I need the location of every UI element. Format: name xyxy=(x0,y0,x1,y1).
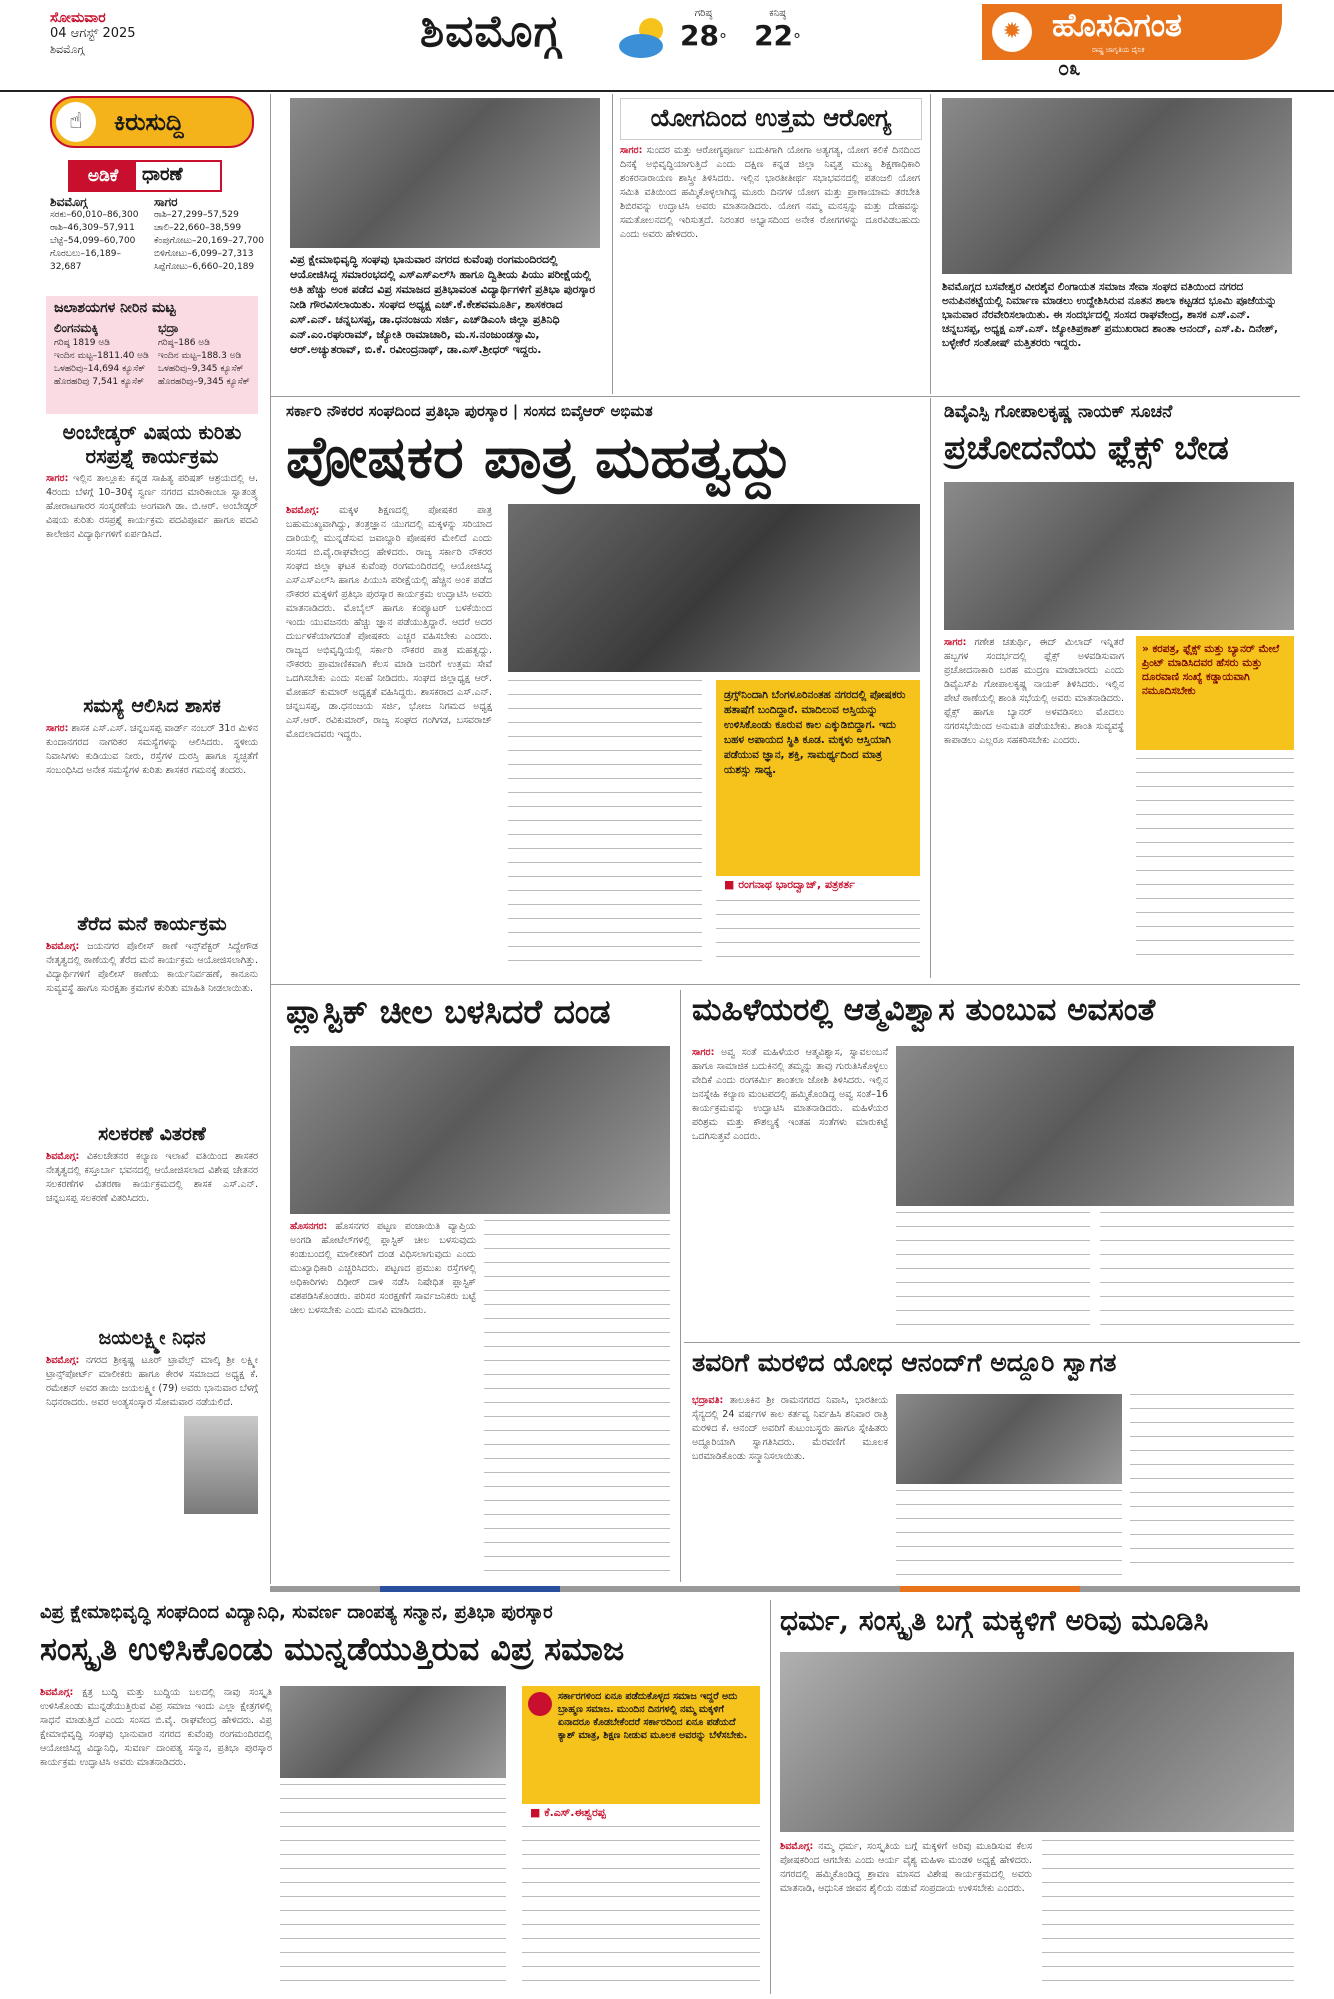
lead-headline: ಪೋಷಕರ ಪಾತ್ರ ಮಹತ್ವದ್ದು xyxy=(286,423,793,491)
adike-price-title xyxy=(68,160,222,192)
dateline: ಶಿವಮೊಗ್ಗ: xyxy=(46,941,80,952)
rate-row: ಬಿಳಿಗೋಟು–6,099–27,313 xyxy=(154,249,254,259)
brief-open-house xyxy=(46,912,258,1120)
yoga-headline: ಯೋಗದಿಂದ ಉತ್ತಮ ಆರೋಗ್ಯ xyxy=(620,98,922,140)
flex-strap: ಡಿವೈಎಸ್ಪಿ ಗೋಪಾಲಕೃಷ್ಣ ನಾಯಕ್ ಸೂಚನೆ xyxy=(944,402,1173,422)
issue-date-block xyxy=(50,10,136,58)
plastic-col-2 xyxy=(484,1220,670,1575)
rate-row: ರಾಶಿ–46,309–57,911 xyxy=(50,223,135,233)
min-temp-label: ಕನಿಷ್ಠ xyxy=(769,8,786,19)
callout-attribution: ■ ಕೆ.ಎಸ್.ಈಶ್ವರಪ್ಪ xyxy=(530,1806,606,1819)
flex-col-1 xyxy=(944,636,1124,968)
brief-headline: ಜಯಲಕ್ಷ್ಮೀ ನಿಧನ xyxy=(98,1327,206,1349)
lingana-heading: ಲಿಂಗನಮಕ್ಕಿ xyxy=(54,321,99,335)
flex-headline: ಪ್ರಚೋದನೆಯ ಫ್ಲೆಕ್ಸ್ ಬೇಡ xyxy=(944,428,1229,467)
avva-sante-photo xyxy=(896,1046,1294,1206)
brief-headline: ಸಮಸ್ಯೆ ಆಲಿಸಿದ ಶಾಸಕ xyxy=(83,695,221,717)
dharma-col-1 xyxy=(780,1840,1032,1992)
obituary-photo xyxy=(184,1416,258,1514)
level-row: ಇಂದಿನ ಮಟ್ಟ–1811.40 ಅಡಿ xyxy=(54,351,149,361)
bhoomi-pooja-photo xyxy=(942,98,1292,274)
soldier-welcome-photo xyxy=(896,1394,1122,1484)
story-text: ತಾಲೂಕಿನ ಶ್ರೀ ರಾಮನಗರದ ನಿವಾಸಿ, ಭಾರತೀಯ ಸೈನ್ಯದಲ್ಲಿ 24 ವರ್ಷಗಳ ಕಾಲ ಕರ್ತವ್ಯ ನಿರ್ವಹಿಸಿ ಶನಿವಾರ ರಾತ್ರಿ ಮರಳಿದ ಕೆ. ಆನಂದ್ ಅವರಿಗೆ ಕುಟುಂಬಸ್ಥರು ಹಾಗೂ ಸ್ನೇಹಿತರು ಅದ್ದೂರಿಯಾಗಿ ಸ್ವಾಗತಿಸಿದರು. ಮೆರವಣಿಗೆ ಮೂಲಕ ಬರಮಾಡಿಕೊಂಡು ಸನ್ಮಾನಿಸಲಾಯಿತು. xyxy=(692,1395,888,1462)
level-row: ಇಂದಿನ ಮಟ್ಟ–188.3 ಅಡಿ xyxy=(158,351,242,361)
section-accent-orange xyxy=(900,1586,1080,1592)
vipra-callout-box xyxy=(522,1686,760,1804)
rate-row: ರಾಶಿ–27,299–57,529 xyxy=(154,210,239,220)
brief-ambedkar xyxy=(46,420,258,612)
dateline: ಶಿವಮೊಗ್ಗ: xyxy=(40,1687,74,1698)
story-text: ಅವ್ವ ಸಂತೆ ಮಹಿಳೆಯರ ಆತ್ಮವಿಶ್ವಾಸ, ಸ್ವಾವಲಂಬನೆ ಹಾಗೂ ಸಾಮಾಜಿಕ ಬದುಕಿನಲ್ಲಿ ತಮ್ಮನ್ನು ತಾವು ಗುರುತಿಸಿಕೊಳ್ಳಲು ವೇದಿಕೆ ಎಂದು ರಂಗಕರ್ಮಿ ಶಾಂತಲಾ ಜೋಶಿ ತಿಳಿಸಿದರು. ಇಲ್ಲಿನ ಜನಸ್ನೇಹಿ ಕಲ್ಯಾಣ ಮಂಟಪದಲ್ಲಿ ಹಮ್ಮಿಕೊಂಡಿದ್ದ ಅವ್ವ ಸಂತೆ–16 ಕಾರ್ಯಕ್ರಮವನ್ನು ಉದ್ಘಾಟಿಸಿ ಮಾತನಾಡಿದರು. ಮಹಿಳೆಯರ ಪರಿಶ್ರಮ ಮತ್ತು ಕೌಶಲ್ಯಕ್ಕೆ ಇಂತಹ ಸಂತೆಗಳು ಮಾರುಕಟ್ಟೆ ಒದಗಿಸುತ್ತವೆ ಎಂದರು. xyxy=(692,1047,888,1142)
issue-date: 04 ಆಗಸ್ಟ್ 2025 xyxy=(50,26,136,41)
story-text: ಕ್ಷತ್ರ ಬುದ್ಧಿ ಮತ್ತು ಬುದ್ಧಿಯ ಬಲದಲ್ಲಿ ನಾವು ಸಂಸ್ಕೃತಿ ಉಳಿಸಿಕೊಂಡು ಮುನ್ನಡೆಯುತ್ತಿರುವ ವಿಪ್ರ ಸಮಾಜ ಇಂದು ಎಲ್ಲಾ ಕ್ಷೇತ್ರಗಳಲ್ಲಿ ಸಾಧನೆ ಮಾಡುತ್ತಿದೆ ಎಂದು ಸಂಸದ ಬಿ.ವೈ. ರಾಘವೇಂದ್ರ ಹೇಳಿದರು. ವಿಪ್ರ ಕ್ಷೇಮಾಭಿವೃದ್ಧಿ ಸಂಘವು ಭಾನುವಾರ ನಗರದ ಕುವೆಂಪು ರಂಗಮಂದಿರದಲ್ಲಿ ಆಯೋಜಿಸಿದ್ದ ವಿದ್ಯಾನಿಧಿ, ಸುವರ್ಣ ದಾಂಪತ್ಯ ಸನ್ಮಾನ, ಪ್ರತಿಭಾ ಪುರಸ್ಕಾರ ಕಾರ್ಯಕ್ರಮ ಉದ್ಘಾಟಿಸಿ ಅವರು ಮಾತನಾಡಿದರು. xyxy=(40,1687,272,1768)
brief-body: ನಗರದ ಶ್ರೀಕೃಷ್ಣ ಟೂರ್ ಟ್ರಾವೆಲ್ಸ್ ಮಾಲ್ಕಿ ಶ್ರೀ ಲಕ್ಷ್ಮೀ ಟ್ರಾನ್ಸ್‌ಪೋರ್ಟ್ ಮಾಲೀಕರು ಹಾಗೂ ಕೇರಳ ಸಮಾಜದ ಅಧ್ಯಕ್ಷ ಕೆ. ರಮೇಶನ್ ಅವರ ತಾಯಿ ಜಯಲಕ್ಷ್ಮೀ (79) ಅವರು ಭಾನುವಾರ ಬೆಳಗ್ಗೆ ನಿಧನರಾದರು. ಅವರ ಅಂತ್ಯಸಂಸ್ಕಾರ ಸೋಮವಾರ ನಡೆಯಲಿದೆ. xyxy=(46,1355,258,1408)
vipra-col-3 xyxy=(522,1826,760,1992)
dateline: ಸಾಗರ: xyxy=(944,637,967,648)
rate-row: ಸಿಪ್ಪೆಗೋಟು–6,660–20,189 xyxy=(154,262,255,272)
pointing-hand-icon: ☝ xyxy=(56,102,96,142)
brand-tagline: ರಾಷ್ಟ್ರ ಜಾಗೃತಿಯ ದೈನಿಕ xyxy=(1092,46,1145,54)
dharane-label: ಧಾರಣೆ xyxy=(142,164,183,185)
brand-logo xyxy=(982,4,1282,60)
row-divider xyxy=(684,1342,1300,1343)
peace-meeting-photo xyxy=(944,482,1294,630)
dharma-headline: ಧರ್ಮ, ಸಂಸ್ಕೃತಿ ಬಗ್ಗೆ ಮಕ್ಕಳಿಗೆ ಅರಿವು ಮೂಡಿಸಿ xyxy=(780,1604,1209,1637)
plastic-headline: ಪ್ಲಾಸ್ಟಿಕ್ ಚೀಲ ಬಳಸಿದರೆ ದಂಡ xyxy=(286,992,611,1031)
reservoir-title: ಜಲಾಶಯಗಳ ನೀರಿನ ಮಟ್ಟ xyxy=(54,300,176,316)
max-temp: 28 xyxy=(680,19,719,52)
level-row: ಒಳಹರಿವು–14,694 ಕ್ಯೂಸೆಕ್ xyxy=(54,364,146,374)
brief-headline: ತೆರೆದ ಮನೆ ಕಾರ್ಯಕ್ರಮ xyxy=(77,913,227,935)
vipra-stage-photo xyxy=(280,1686,506,1778)
lead-col-3 xyxy=(716,900,920,970)
quote-dot-icon xyxy=(528,1692,552,1716)
dateline: ಶಿವಮೊಗ್ಗ: xyxy=(780,1841,814,1852)
brief-headline: ಅಂಬೇಡ್ಕರ್ ವಿಷಯ ಕುರಿತು ರಸಪ್ರಶ್ನೆ ಕಾರ್ಯಕ್ರಮ xyxy=(62,420,242,468)
page-number: ೦೩ xyxy=(1058,56,1081,80)
brief-mla xyxy=(46,694,258,902)
dateline: ಸಾಗರ: xyxy=(620,145,643,156)
column-divider xyxy=(612,94,613,394)
story-text: ನಮ್ಮ ಧರ್ಮ, ಸಂಸ್ಕೃತಿಯ ಬಗ್ಗೆ ಮಕ್ಕಳಿಗೆ ಅರಿವು ಮೂಡಿಸುವ ಕೆಲಸ ಪೋಷಕರಿಂದ ಆಗಬೇಕು ಎಂದು ಆರ್ಯ ವೈಶ್ಯ ಮಹಿಳಾ ಮಂಡಳಿ ಅಧ್ಯಕ್ಷೆ ಹೇಳಿದರು. ನಗರದಲ್ಲಿ ಹಮ್ಮಿಕೊಂಡಿದ್ದ ಶ್ರಾವಣ ಮಾಸದ ವಿಶೇಷ ಕಾರ್ಯಕ್ರಮದಲ್ಲಿ ಅವರು ಮಾತನಾಡಿ, ಆಧುನಿಕ ಜೀವನ ಶೈಲಿಯ ನಡುವೆ ಸಂಪ್ರದಾಯ ಉಳಿಸಬೇಕು ಎಂದರು. xyxy=(780,1841,1032,1894)
brand-name: ಹೊಸದಿಗಂತ xyxy=(1052,6,1182,44)
bhoomi-pooja-caption: ಶಿವಮೊಗ್ಗದ ಬಸವೇಶ್ವರ ವೀರಶೈವ ಲಿಂಗಾಯತ ಸಮಾಜ ಸೇವಾ ಸಂಘದ ವತಿಯಿಂದ ನಗರದ ಅನುಪಿನಕಟ್ಟೆಯಲ್ಲಿ ನಿರ್ಮಾಣ ಮಾಡಲು ಉದ್ದೇಶಿಸಿರುವ ನೂತನ ಶಾಲಾ ಕಟ್ಟಡದ ಭೂಮಿ ಪೂಜೆಯನ್ನು ಭಾನುವಾರ ನೆರವೇರಿಸಲಾಯಿತು. ಈ ಸಂದರ್ಭದಲ್ಲಿ ಸಂಸದ ರಾಘವೇಂದ್ರ, ಶಾಸಕ ಎಸ್.ಎನ್. ಚನ್ನಬಸಪ್ಪ, ಅಧ್ಯಕ್ಷ ಎಸ್.ಎಸ್. ಜ್ಯೋತಿಪ್ರಕಾಶ್ ಪ್ರಮುಖರಾದ ಶಾಂತಾ ಆನಂದ್, ಎಸ್.ಪಿ. ದಿನೇಶ್, ಬಳ್ಳೇಕೆರೆ ಸಂತೋಷ್ ಮತ್ತಿತರರು ಇದ್ದರು. xyxy=(942,281,1278,349)
column-divider xyxy=(930,94,931,394)
story-text: ಮಕ್ಕಳ ಶಿಕ್ಷಣದಲ್ಲಿ ಪೋಷಕರ ಪಾತ್ರ ಬಹುಮುಖ್ಯವಾಗಿದ್ದು, ತಂತ್ರಜ್ಞಾನ ಯುಗದಲ್ಲಿ ಮಕ್ಕಳನ್ನು ಸರಿಯಾದ ದಾರಿಯಲ್ಲಿ ಮುನ್ನಡೆಸುವ ಜವಾಬ್ದಾರಿ ಪೋಷಕರ ಮೇಲಿದೆ ಎಂದು ಸಂಸದ ಬಿ.ವೈ.ರಾಘವೇಂದ್ರ ಹೇಳಿದರು. ರಾಜ್ಯ ಸರ್ಕಾರಿ ನೌಕರರ ಸಂಘದ ಜಿಲ್ಲಾ ಘಟಕ ಕುವೆಂಪು ರಂಗಮಂದಿರದಲ್ಲಿ ಆಯೋಜಿಸಿದ್ದ ಎಸ್‌ಎಸ್‌ಎಲ್‌ಸಿ ಹಾಗೂ ಪಿಯುಸಿ ಪರೀಕ್ಷೆಯಲ್ಲಿ ಹೆಚ್ಚಿನ ಅಂಕ ಪಡೆದ ನೌಕರರ ಮಕ್ಕಳಿಗೆ ಪ್ರತಿಭಾ ಪುರಸ್ಕಾರ ಕಾರ್ಯಕ್ರಮ ಉದ್ಘಾಟಿಸಿ ಅವರು ಮಾತನಾಡಿದರು. ಮೊಬೈಲ್ ಹಾಗೂ ಕಂಪ್ಯೂಟರ್ ಬಳಕೆಯಿಂದ ಇಂದು ಯುವಜನರು ಹೆಚ್ಚು ಜ್ಞಾನ ಪಡೆಯುತ್ತಿದ್ದಾರೆ. ಆದರೆ ಅದರ ದುರ್ಬಳಕೆಯಾಗದಂತೆ ಪೋಷಕರು ಎಚ್ಚರ ವಹಿಸಬೇಕು ಎಂದರು. ರಾಜ್ಯದ ಅಭಿವೃದ್ಧಿಯಲ್ಲಿ ಸರ್ಕಾರಿ ನೌಕರರ ಪಾತ್ರ ಮಹತ್ವದ್ದು. ನೌಕರರು ಪ್ರಾಮಾಣಿಕವಾಗಿ ಕೆಲಸ ಮಾಡಿ ಜನರಿಗೆ ಉತ್ತಮ ಸೇವೆ ಒದಗಿಸಬೇಕು ಎಂದು ಸಲಹೆ ನೀಡಿದರು. ಸಂಘದ ಜಿಲ್ಲಾಧ್ಯಕ್ಷ ಆರ್. ಮೋಹನ್ ಕುಮಾರ್ ಅಧ್ಯಕ್ಷತೆ ವಹಿಸಿದ್ದರು. ಶಾಸಕರಾದ ಎಸ್.ಎನ್. ಚನ್ನಬಸಪ್ಪ, ಡಾ.ಧನಂಜಯ ಸರ್ಜಿ, ಭೋಜ ನಿಗಮದ ಅಧ್ಯಕ್ಷ ಎಸ್.ಆರ್. ರವಿಕುಮಾರ್, ರಾಜ್ಯ ಸಂಘದ ಗಂಗಿಗಡ, ಬಸವರಾಜ್ ಮೊದಲಾದವರು ಇದ್ದರು. xyxy=(286,505,492,740)
level-row: ಗರಿಷ್ಠ 1819 ಅಡಿ xyxy=(54,338,110,348)
vipra-headline: ಸಂಸ್ಕೃತಿ ಉಳಿಸಿಕೊಂಡು ಮುನ್ನಡೆಯುತ್ತಿರುವ ವಿಪ್ರ ಸಮಾಜ xyxy=(40,1630,625,1668)
bhadra-heading: ಭದ್ರಾ xyxy=(158,321,179,335)
column-divider xyxy=(270,94,271,1584)
quote-author: ರಂಗನಾಥ ಭಾರದ್ವಾಜ್, ಪತ್ರಕರ್ತ xyxy=(738,878,855,891)
section-accent-blue xyxy=(380,1586,560,1592)
flex-callout-box xyxy=(1136,636,1294,750)
lead-strap: ಸರ್ಕಾರಿ ನೌಕರರ ಸಂಘದಿಂದ ಪ್ರತಿಭಾ ಪುರಸ್ಕಾರ | ಸಂಸದ ಬಿವೈಆರ್ ಅಭಿಮತ xyxy=(286,402,653,420)
reservoir-box xyxy=(46,296,258,414)
dharma-col-2 xyxy=(1042,1840,1294,1992)
story-text: ಸುಂದರ ಮತ್ತು ಆರೋಗ್ಯಪೂರ್ಣ ಬದುಕಿಗಾಗಿ ಯೋಗಾ ಅತ್ಯಗತ್ಯ, ಯೋಗ ಕಲಿಕೆ ದಿನದಿಂದ ದಿನಕ್ಕೆ ಅಭಿವೃದ್ಧಿಯಾಗುತ್ತಿದೆ ಎಂದು ದಕ್ಷಿಣ ಕನ್ನಡ ಜಿಲ್ಲಾ ನಿವೃತ್ತ ಮುಖ್ಯ ಶಿಕ್ಷಣಾಧಿಕಾರಿ ಶಂಕರನಾರಾಯಣ ಶಾಸ್ತ್ರೀ ತಿಳಿಸಿದರು. ಇಲ್ಲಿನ ಭಾರತೀತೀರ್ಥ ಸಭಾಭವನದಲ್ಲಿ ಪತಂಜಲಿ ಯೋಗ ಸಮಿತಿ ವತಿಯಿಂದ ಹಮ್ಮಿಕೊಳ್ಳಲಾಗಿದ್ದ ಮೂರು ದಿನಗಳ ಯೋಗ ಮತ್ತು ಪ್ರಾಣಾಯಾಮ ತರಬೇತಿ ಶಿಬಿರವನ್ನು ಉದ್ಘಾಟಿಸಿ ಅವರು ಮಾತನಾಡಿದರು. ಯೋಗ ನಮ್ಮ ಮನಸ್ಸನ್ನು ಮತ್ತು ದೇಹವನ್ನು ಸಮತೋಲನದಲ್ಲಿ ಇರಿಸುತ್ತದೆ. ನಿರಂತರ ಅಭ್ಯಾಸದಿಂದ ಅನೇಕ ರೋಗಗಳನ್ನು ದೂರವಿಡಬಹುದು ಎಂದು ಅವರು ಹೇಳಿದರು. xyxy=(620,145,920,240)
column-divider xyxy=(680,990,681,1582)
lead-col-1 xyxy=(286,504,492,970)
vipra-col-2 xyxy=(280,1784,506,1992)
rate-row: ಗೊರಬಲು–16,189–32,687 xyxy=(50,249,122,272)
level-row: ಹೊರಹರಿವು–9,345 ಕ್ಯೂಸೆಕ್ xyxy=(158,377,250,387)
women-col-3 xyxy=(1100,1212,1294,1336)
lead-quote-box xyxy=(716,680,920,876)
level-row: ಗರಿಷ್ಠ–186 ಅಡಿ xyxy=(158,338,210,348)
story-text: ಹೊಸನಗರ ಪಟ್ಟಣ ಪಂಚಾಯಿತಿ ವ್ಯಾಪ್ತಿಯ ಅಂಗಡಿ ಹೋಟೆಲ್‌ಗಳಲ್ಲಿ ಪ್ಲಾಸ್ಟಿಕ್ ಚೀಲ ಬಳಸುವುದು ಕಂಡುಬಂದಲ್ಲಿ ಮಾಲೀಕರಿಗೆ ದಂಡ ವಿಧಿಸಲಾಗುವುದು ಎಂದು ಮುಖ್ಯಾಧಿಕಾರಿ ಎಚ್ಚರಿಸಿದರು. ಪಟ್ಟಣದ ಪ್ರಮುಖ ರಸ್ತೆಗಳಲ್ಲಿ ಅಧಿಕಾರಿಗಳು ದಿಢೀರ್ ದಾಳಿ ನಡೆಸಿ ನಿಷೇಧಿತ ಪ್ಲಾಸ್ಟಿಕ್ ವಶಪಡಿಸಿಕೊಂಡರು. ಪರಿಸರ ಸಂರಕ್ಷಣೆಗೆ ಸಾರ್ವಜನಿಕರು ಬಟ್ಟೆ ಚೀಲ ಬಳಸಬೇಕು ಎಂದು ಮನವಿ ಮಾಡಿದರು. xyxy=(290,1221,476,1316)
edition-place: ಶಿವಮೊಗ್ಗ xyxy=(50,43,85,56)
soldier-col-3 xyxy=(1130,1394,1294,1576)
soldier-col-1 xyxy=(692,1394,888,1576)
dateline: ಶಿವಮೊಗ್ಗ: xyxy=(46,1151,80,1162)
dateline: ಸಾಗರ: xyxy=(692,1047,715,1058)
dateline: ಶಿವಮೊಗ್ಗ: xyxy=(46,1355,80,1366)
vipra-strap: ವಿಪ್ರ ಕ್ಷೇಮಾಭಿವೃದ್ಧಿ ಸಂಘದಿಂದ ವಿದ್ಯಾನಿಧಿ, ಸುವರ್ಣ ದಾಂಪತ್ಯ ಸನ್ಮಾನ, ಪ್ರತಿಭಾ ಪುರಸ್ಕಾರ xyxy=(40,1602,553,1623)
vipra-callout: ಸರ್ಕಾರಗಳಿಂದ ಏನೂ ಪಡೆದುಕೊಳ್ಳದ ಸಮಾಜ ಇದ್ದರೆ ಅದು ಬ್ರಾಹ್ಮಣ ಸಮಾಜ. ಮುಂದಿನ ದಿನಗಳಲ್ಲಿ ನಮ್ಮ ಮಕ್ಕಳಿಗೆ ಏನಾದರೂ ಕೊಡಬೇಕೆಂದರೆ ಸರ್ಕಾರದಿಂದ ಏನೂ ಪಡೆಯದೆ ಕ್ಯಾಶ್ ಮಾತ್ರ, ಶಿಕ್ಷಣ ನೀಡುವ ಮೂಲಕ ಅವರನ್ನು ಬೆಳೆಸಬೇಕು. xyxy=(558,1691,748,1741)
vipra-photo-caption: ವಿಪ್ರ ಕ್ಷೇಮಾಭಿವೃದ್ಧಿ ಸಂಘವು ಭಾನುವಾರ ನಗರದ ಕುವೆಂಪು ರಂಗಮಂದಿರದಲ್ಲಿ ಆಯೋಜಿಸಿದ್ದ ಸಮಾರಂಭದಲ್ಲಿ ಎಸ್‌ಎಸ್‌ಎಲ್‌ಸಿ ಹಾಗೂ ದ್ವಿತೀಯ ಪಿಯು ಪರೀಕ್ಷೆಯಲ್ಲಿ ಅತಿ ಹೆಚ್ಚು ಅಂಕ ಪಡೆದ ವಿಪ್ರ ಸಮಾಜದ ಪ್ರತಿಭಾವಂತ ವಿದ್ಯಾರ್ಥಿಗಳಿಗೆ ಪ್ರತಿಭಾ ಪುರಸ್ಕಾರ ನೀಡಿ ಗೌರವಿಸಲಾಯಿತು. ಸಂಘದ ಅಧ್ಯಕ್ಷ ಎಚ್.ಕೆ.ಕೇಶವಮೂರ್ತಿ, ಶಾಸಕರಾದ ಎಸ್.ಎನ್. ಚನ್ನಬಸಪ್ಪ, ಡಾ.ಧನಂಜಯ ಸರ್ಜಿ, ಎಚ್‌ಡಿಎಂಸಿ ಜಿಲ್ಲಾ ಪ್ರತಿನಿಧಿ ಎನ್.ಎಂ.ರಘುರಾಮ್, ಜ್ಯೋತಿ ರಾಮಾಚಾರಿ, ಮ.ಸ.ನಂಜುಂಡಸ್ವಾಮಿ, ಆರ್.ಅಚ್ಯುತರಾವ್, ಬಿ.ಕೆ. ರವೀಂದ್ರನಾಥ್, ಡಾ.ಎಸ್.ಶ್ರೀಧರ್ ಇದ್ದರು. xyxy=(290,253,596,356)
brief-headline: ಸಲಕರಣೆ ವಿತರಣೆ xyxy=(98,1123,206,1145)
rate-row: ಚಾಲಿ–22,660–38,599 xyxy=(154,223,242,233)
brief-body: ಇಲ್ಲಿನ ತಾಲ್ಲೂಕು ಕನ್ನಡ ಸಾಹಿತ್ಯ ಪರಿಷತ್ ಆಶ್ರಯದಲ್ಲಿ ಆ. 4ರಂದು ಬೆಳಗ್ಗೆ 10–30ಕ್ಕೆ ಸ್ವರ್ಣ ನಗರದ ಮಾರಿಕಾಂಬಾ ಸ್ವಾತಂತ್ರ್ಯ ಹೋರಾಟಗಾರರ ಸಂಸ್ಮರಣೆಯ ಅಂಗವಾಗಿ ಡಾ. ಬಿ.ಆರ್. ಅಂಬೇಡ್ಕರ್ ವಿಷಯ ಕುರಿತು ರಸಪ್ರಶ್ನೆ ಕಾರ್ಯಕ್ರಮ ಪದವಿಪೂರ್ವ ಹಾಗೂ ಪದವಿ ಕಾಲೇಜಿನ ವಿದ್ಯಾರ್ಥಿಗಳಿಗೆ ಏರ್ಪಡಿಸಿದೆ. xyxy=(46,473,258,540)
dateline: ಶಿವಮೊಗ್ಗ: xyxy=(286,505,320,516)
women-col-1 xyxy=(692,1046,888,1336)
row-divider xyxy=(270,984,1300,985)
column-divider xyxy=(930,398,931,978)
shimoga-rates-heading: ಶಿವಮೊಗ್ಗ xyxy=(50,195,88,209)
lead-col-2 xyxy=(508,680,702,970)
dateline: ಭದ್ರಾವತಿ: xyxy=(692,1395,724,1406)
brief-body: ವಿಕಲಚೇತನರ ಕಲ್ಯಾಣ ಇಲಾಖೆ ವತಿಯಿಂದ ಶಾಸಕರ ನೇತೃತ್ವದಲ್ಲಿ ಕಸ್ತೂರ್ಬಾ ಭವನದಲ್ಲಿ ಆಯೋಜಿಸಲಾದ ವಿಶೇಷ ಚೇತನರ ಸಲಕರಣೆಗಳ ವಿತರಣಾ ಕಾರ್ಯಕ್ರಮದಲ್ಲಿ ಶಾಸಕ ಎಸ್.ಎನ್. ಚನ್ನಬಸಪ್ಪ ಸಲಕರಣೆ ವಿತರಿಸಿದರು. xyxy=(46,1151,258,1204)
min-temp: 22 xyxy=(754,19,794,52)
dateline: ಹೊಸನಗರ: xyxy=(290,1221,328,1232)
soldier-headline: ತವರಿಗೆ ಮರಳಿದ ಯೋಧ ಆನಂದ್‌ಗೆ ಅದ್ದೂರಿ ಸ್ವಾಗತ xyxy=(692,1348,1117,1377)
dateline: ಸಾಗರ: xyxy=(46,473,69,484)
lead-quote: ಡ್ರಗ್ಸ್‌ನಿಂದಾಗಿ ಬೆಂಗಳೂರಿನಂತಹ ನಗರದಲ್ಲಿ ಪೋಷಕರು ಹತಾಷೆಗೆ ಬಂದಿದ್ದಾರೆ. ಮಾದಿಲುವ ಅಸ್ತಿಯನ್ನು ಉಳಿಸಿಕೊಂಡು ಕೂರುವ ಕಾಲ ಎಕ್ಕುಡಿಬಿದ್ದಾಗ. ಇದು ಬಹಳ ಅಪಾಯದ ಸ್ಥಿತಿ ಕೂಡ. ಮಕ್ಕಳು ಆಸ್ತಿಯಾಗಿ ಪಡೆಯುವ ಜ್ಞಾನ, ಶಕ್ತಿ, ಸಾಮರ್ಥ್ಯದಿಂದ ಮಾತ್ರ ಯಶಸ್ಸು ಸಾಧ್ಯ. xyxy=(724,689,906,776)
lead-photo xyxy=(508,504,920,672)
callout-text: ಕರಪತ್ರ, ಫ್ಲೆಕ್ಸ್ ಮತ್ತು ಬ್ಯಾನರ್ ಮೇಲೆ ಪ್ರಿಂಟ್ ಮಾಡಿಸಿದವರ ಹೆಸರು ಮತ್ತು ದೂರವಾಣಿ ಸಂಖ್ಯೆ ಕಡ್ಡಾಯವಾಗಿ ನಮೂದಿಸಬೇಕು xyxy=(1142,643,1280,697)
weekday: ಸೋಮವಾರ xyxy=(50,10,106,26)
callout-author: ಕೆ.ಎಸ್.ಈಶ್ವರಪ್ಪ xyxy=(544,1806,606,1819)
level-row: ಹೊರಹರಿವು 7,541 ಕ್ಯೂಸೆಕ್ xyxy=(54,377,145,387)
rate-row: ಕೆಂಪುಗೋಟು–20,169–27,700 xyxy=(154,236,265,246)
kirusuddi-label: ಕಿರುಸುದ್ದಿ xyxy=(114,108,184,136)
flex-col-2 xyxy=(1136,758,1294,968)
rate-row: ಬೆಟ್ಟೆ–54,099–60,700 xyxy=(50,236,136,246)
partly-cloudy-icon xyxy=(615,12,675,62)
plastic-col-1 xyxy=(290,1220,476,1575)
dateline: ಸಾಗರ: xyxy=(46,723,69,734)
flex-callout: » ಕರಪತ್ರ, ಫ್ಲೆಕ್ಸ್ ಮತ್ತು ಬ್ಯಾನರ್ ಮೇಲೆ ಪ್ರಿಂಟ್ ಮಾಡಿಸಿದವರ ಹೆಸರು ಮತ್ತು ದೂರವಾಣಿ ಸಂಖ್ಯೆ ಕಡ್ಡಾಯವಾಗಿ ನಮೂದಿಸಬೇಕು xyxy=(1142,643,1280,697)
rate-row: ಸರಕು–60,010–86,300 xyxy=(50,210,139,220)
city-title: ಶಿವಮೊಗ್ಗ xyxy=(420,6,561,57)
kirusuddi-banner xyxy=(50,96,254,148)
vipra-event-photo xyxy=(290,98,600,248)
women-col-2 xyxy=(896,1212,1090,1336)
vipra-col-1 xyxy=(40,1686,272,1992)
quote-attribution: ■ ರಂಗನಾಥ ಭಾರದ್ವಾಜ್, ಪತ್ರಕರ್ತ xyxy=(724,878,855,891)
brief-body: ಜಯನಗರ ಪೊಲೀಸ್ ಠಾಣೆ ಇನ್ಸ್‌ಪೆಕ್ಟರ್ ಸಿದ್ದೇಗೌಡ ನೇತೃತ್ವದಲ್ಲಿ ಠಾಣೆಯಲ್ಲಿ ತೆರೆದ ಮನೆ ಕಾರ್ಯಕ್ರಮ ಆಯೋಜಿಸಲಾಗಿತ್ತು. ವಿದ್ಯಾರ್ಥಿಗಳಿಗೆ ಪೊಲೀಸ್ ಠಾಣೆಯ ಕಾರ್ಯನಿರ್ವಹಣೆ, ಕಾನೂನು ಸುವ್ಯವಸ್ಥೆ ಹಾಗೂ ಸುರಕ್ಷತಾ ಕ್ರಮಗಳ ಕುರಿತು ಮಾಹಿತಿ ನೀಡಲಾಯಿತು. xyxy=(46,941,258,994)
level-row: ಒಳಹರಿವು–9,345 ಕ್ಯೂಸೆಕ್ xyxy=(158,364,244,374)
sagar-rates-heading: ಸಾಗರ xyxy=(154,195,178,209)
women-headline: ಮಹಿಳೆಯರಲ್ಲಿ ಆತ್ಮವಿಶ್ವಾಸ ತುಂಬುವ ಅವಸಂತೆ xyxy=(692,992,1156,1028)
dharma-group-photo xyxy=(780,1652,1294,1832)
brief-body: ಶಾಸಕ ಎಸ್.ಎಸ್. ಚನ್ನಬಸಪ್ಪ ವಾರ್ಡ್ ನಂಬರ್ 31ರ ಮಿಳಿನ ಕುಂದಾನಗರದ ನಾಗರಿಕರ ಸಮಸ್ಯೆಗಳನ್ನು ಆಲಿಸಿದರು. ಸ್ಥಳೀಯ ನಿವಾಸಿಗಳು ಕುಡಿಯುವ ನೀರು, ರಸ್ತೆಗಳ ದುರಸ್ತಿ ಹಾಗೂ ಸ್ವಚ್ಛತೆಗೆ ಸಂಬಂಧಿಸಿದ ಅನೇಕ ಸಮಸ್ಯೆಗಳ ಕುರಿತು ಶಾಸಕರ ಗಮನಕ್ಕೆ ತಂದರು. xyxy=(46,723,258,776)
column-divider xyxy=(770,1600,771,1994)
flame-icon: ✹ xyxy=(992,12,1032,52)
temperature-block: ಗರಿಷ್ಠ 28° ಕನಿಷ್ಠ 22° xyxy=(680,8,802,52)
story-text: ಗಣೇಶ ಚತುರ್ಥಿ, ಈದ್ ಮಿಲಾದ್ ಇನ್ನಿತರೆ ಹಬ್ಬಗಳ ಸಂದರ್ಭದಲ್ಲಿ ಫ್ಲೆಕ್ಸ್ ಅಳವಡಿಸುವಾಗ ಪ್ರಚೋದನಾಕಾರಿ ಬರಹ ಮುದ್ರಣ ಮಾಡಬಾರದು ಎಂದು ಡಿವೈಎಸ್‌ಪಿ ಗೋಪಾಲಕೃಷ್ಣ ನಾಯಕ್ ತಿಳಿಸಿದರು. ಇಲ್ಲಿನ ಪೇಟೆ ಠಾಣೆಯಲ್ಲಿ ಶಾಂತಿ ಸಭೆಯಲ್ಲಿ ಅವರು ಮಾತನಾಡಿದರು. ಫ್ಲೆಕ್ಸ್ ಹಾಗೂ ಬ್ಯಾನರ್ ಅಳವಡಿಸಲು ಮೊದಲು ನಗರಸಭೆಯಿಂದ ಅನುಮತಿ ಪಡೆಯಬೇಕು. ಶಾಂತಿ ಸುವ್ಯವಸ್ಥೆ ಕಾಪಾಡಲು ಎಲ್ಲರೂ ಸಹಕರಿಸಬೇಕು ಎಂದರು. xyxy=(944,637,1124,746)
soldier-col-2 xyxy=(896,1490,1122,1576)
plastic-raid-photo xyxy=(290,1046,670,1214)
brief-equipment xyxy=(46,1122,258,1320)
max-temp-label: ಗರಿಷ್ಠ xyxy=(694,8,713,19)
yoga-body xyxy=(620,144,920,390)
row-divider xyxy=(270,396,1300,397)
adike-label: ಅಡಿಕೆ xyxy=(70,162,136,190)
